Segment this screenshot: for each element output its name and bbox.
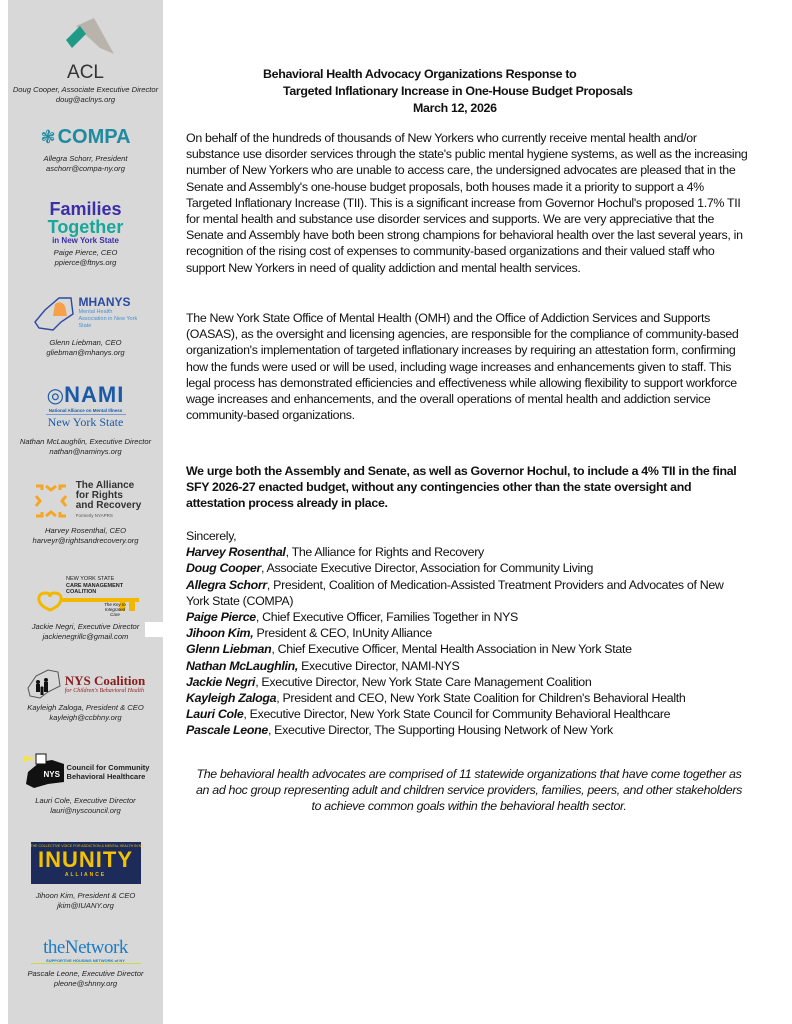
logo-text: The Alliance: [75, 480, 135, 491]
signatory-title: , Executive Director, The Supporting Housing Network of New York: [267, 723, 613, 738]
signatory: [186, 560, 748, 576]
contact-name: Nathan McLaughlin, Executive Director: [19, 437, 152, 446]
logo-text: Behavioral Healthcare: [66, 772, 146, 781]
org-nys-council: [8, 752, 163, 816]
acl-logo-icon: [56, 18, 116, 58]
logo-badge: NYS: [43, 770, 60, 779]
signatory-name: Kayleigh Zaloga: [186, 691, 277, 706]
paragraph-1: On behalf of the hundreds of thousands of New Yorkers who currently receive mental health and/or substance use disorder services through the state's public mental hygiene systems, as well as the increasing number of New Yorkers who are unable to access care, the undersigned advocates are pleased that in the Senate and Assembly's one-house budget proposals, both houses made it a priority to support a 4% Targeted Inflationary Increase (TII). This is a significant increase from Governor Hochul's proposed 1.7% TII for mental health and substance use disorder services and supports. We are very appreciative that the Senate and Assembly have both been strong champions for behavioral health over the last several years, in recognition of the rising cost of expenses to community-based organizations and their valued staff who support New Yorkers in need of quality addiction and mental health services.: [186, 131, 748, 275]
inunity-logo: [30, 842, 144, 884]
signatory-name: Nathan McLaughlin,: [186, 658, 298, 673]
signatory: [186, 544, 748, 560]
signatory-name: Allegra Schorr: [186, 577, 267, 592]
lighthouse-ny-icon: [22, 752, 66, 792]
org-alliance-rights-recovery: [8, 480, 163, 546]
contact-email[interactable]: nathan@naminys.org: [49, 447, 122, 456]
compa-flower-icon: ❃: [40, 127, 56, 147]
signatory: [186, 625, 748, 641]
org-acl: [8, 18, 163, 105]
nami-swirl-icon: ◎: [46, 384, 65, 407]
letter-date: March 12, 2026: [413, 101, 497, 115]
logo-text: in New York State: [52, 236, 119, 245]
paragraph-2: The New York State Office of Mental Health (OMH) and the Office of Addiction Services and Supports (OASAS), as the oversight and licensing agencies, are responsible for the compliance of community-based organization's implementation of targeted inflationary increases by requiring an attestation form, confirming how the funds were used or will be used, including wage increases and enhancements given to staff. This legal process has demonstrated efficiencies and effectiveness while allowing flexibility to support workforce wage increases and enhancements, and the overall operations of mental health and addiction service community-based organizations.: [186, 311, 739, 423]
contact-email[interactable]: kayleigh@ccbhny.org: [49, 713, 122, 722]
signatory: [186, 609, 748, 625]
contact-email[interactable]: jkim@IUANY.org: [57, 901, 114, 910]
logo-text: MHANYS: [78, 294, 131, 309]
contact-name: Pascale Leone, Executive Director: [27, 969, 144, 978]
signatory-title: President & CEO, InUnity Alliance: [253, 626, 432, 641]
logo-text: and Recovery: [75, 500, 142, 511]
compa-logo-text: COMPA: [57, 126, 131, 148]
signatory-name: Paige Pierce: [186, 610, 256, 625]
signatory-name: Harvey Rosenthal: [186, 545, 286, 560]
signatory-name: Pascale Leone: [186, 723, 268, 738]
logo-text: Council for Community: [66, 763, 150, 772]
closing-note: The behavioral health advocates are comprised of 11 statewide organizations that have come together as an ad hoc group representing adult and children service providers, families, peers, and other stakeholders to achieve common goals within the behavioral health sector.: [195, 767, 743, 814]
signatory: [186, 722, 748, 738]
signatory-title: , Chief Executive Officer, Families Together in NYS: [255, 610, 519, 625]
logo-subtext: New York State: [46, 414, 126, 430]
org-supportive-housing-network: [8, 938, 163, 989]
signatory-title: , The Alliance for Rights and Recovery: [285, 545, 484, 560]
acl-logo-text: ACL: [67, 62, 104, 83]
ny-state-bell-icon: [31, 292, 77, 332]
logo-text: NYS Coalition: [64, 673, 146, 688]
logo-text: Families: [49, 199, 122, 219]
signatory-name: Jackie Negri: [186, 674, 256, 689]
signatory-name: Glenn Liebman: [186, 642, 272, 657]
org-families-together: [8, 200, 163, 268]
contact-email[interactable]: gliebman@mhanys.org: [46, 348, 125, 357]
org-inunity: [8, 842, 163, 911]
signatory: [186, 641, 748, 657]
urge-paragraph: We urge both the Assembly and Senate, as well as Governor Hochul, to include a 4% TII in the final SFY 2026-27 enacted budget, without any contingencies other than the state oversight and attestation process already in place.: [186, 464, 737, 511]
logo-subtext: SUPPORTIVE HOUSING NETWORK of NY: [31, 958, 141, 964]
signatory-title: , Associate Executive Director, Association for Community Living: [260, 561, 594, 576]
signatory: [186, 690, 748, 706]
letter-title-line2: Targeted Inflationary Increase in One-House Budget Proposals: [283, 84, 633, 98]
signature-block: [186, 528, 748, 739]
signatory-title: , President, Coalition of Medication-Assisted Treatment Providers and Advocates of New York State (COMPA): [186, 577, 724, 608]
logo-subtext: Mental Health Association in New York State: [78, 308, 138, 329]
logo-subtext: The Key to Integrated Care: [104, 602, 126, 617]
signatory-name: Doug Cooper: [186, 561, 261, 576]
org-care-management-coalition: [8, 576, 163, 642]
logo-text: theNetwork: [43, 937, 128, 958]
logo-subtext: THE COLLECTIVE VOICE FOR ADDICTION & MENTAL HEALTH IN NY: [30, 844, 144, 848]
signatory-title: , President and CEO, New York State Coalition for Children's Behavioral Health: [276, 691, 686, 706]
contact-email[interactable]: pleone@shnny.org: [53, 979, 118, 988]
logo-text: COALITION: [66, 589, 97, 595]
logo-text: CARE MANAGEMENT: [66, 582, 124, 589]
contact-name: Lauri Cole, Executive Director: [35, 796, 136, 805]
signatory-title: , Executive Director, New York State Council for Community Behavioral Healthcare: [243, 707, 671, 722]
letter-title-line1: Behavioral Health Advocacy Organizations Response to: [263, 67, 577, 81]
logo-subtext: for Children's Behavioral Health: [64, 688, 144, 694]
alliance-burst-icon: [30, 480, 72, 522]
org-compa: [8, 126, 163, 174]
family-ny-icon: [26, 668, 62, 700]
signatory: [186, 577, 748, 609]
signatory: [186, 674, 748, 690]
contact-name: Kayleigh Zaloga, President & CEO: [27, 703, 144, 712]
logo-subtext: National Alliance on Mental Illness: [48, 408, 123, 413]
contact-name: Glenn Liebman, CEO: [49, 338, 122, 347]
redaction-box: [145, 622, 175, 637]
logo-text: INUNITY: [38, 847, 133, 872]
signatory-name: Lauri Cole: [186, 707, 244, 722]
signatory: [186, 706, 748, 722]
logo-text: for Rights: [75, 490, 123, 501]
org-nys-coalition-childrens-bh: [8, 668, 163, 723]
contact-name: Paige Pierce, CEO: [53, 248, 118, 257]
org-mhanys: [8, 290, 163, 358]
signatory-title: , Executive Director, New York State Care Management Coalition: [255, 674, 592, 689]
contact-name: Jihoon Kim, President & CEO: [35, 891, 136, 900]
logo-subtext: Formerly NYAPRS: [75, 513, 113, 518]
contact-name: Doug Cooper, Associate Executive Director: [12, 85, 159, 94]
logo-text: NEW YORK STATE: [66, 576, 115, 582]
signatory-title: , Chief Executive Officer, Mental Health Association in New York State: [271, 642, 632, 657]
contact-email[interactable]: harveyr@rightsandrecovery.org: [32, 536, 139, 545]
org-nami: [8, 382, 163, 457]
logo-subtext: ALLIANCE: [64, 872, 107, 878]
contact-email[interactable]: doug@aclnys.org: [55, 95, 116, 104]
contact-email[interactable]: jackienegrillc@gmail.com: [42, 632, 129, 641]
logo-text: Together: [47, 217, 124, 237]
signatory: [186, 658, 748, 674]
contact-name: Jackie Negri, Executive Director: [31, 622, 140, 631]
contact-email[interactable]: aschorr@compa-ny.org: [46, 164, 125, 173]
sidebar-logos: [8, 0, 163, 1024]
contact-name: Allegra Schorr, President: [43, 154, 128, 163]
signatory-name: Jihoon Kim,: [186, 626, 254, 641]
signatory-title: Executive Director, NAMI-NYS: [297, 658, 460, 673]
contact-email[interactable]: ppierce@ftnys.org: [54, 258, 117, 267]
contact-email[interactable]: lauri@nyscouncil.org: [50, 806, 121, 815]
sincerely: Sincerely,: [186, 529, 237, 543]
logo-text: NAMI: [64, 382, 125, 407]
contact-name: Harvey Rosenthal, CEO: [44, 526, 127, 535]
